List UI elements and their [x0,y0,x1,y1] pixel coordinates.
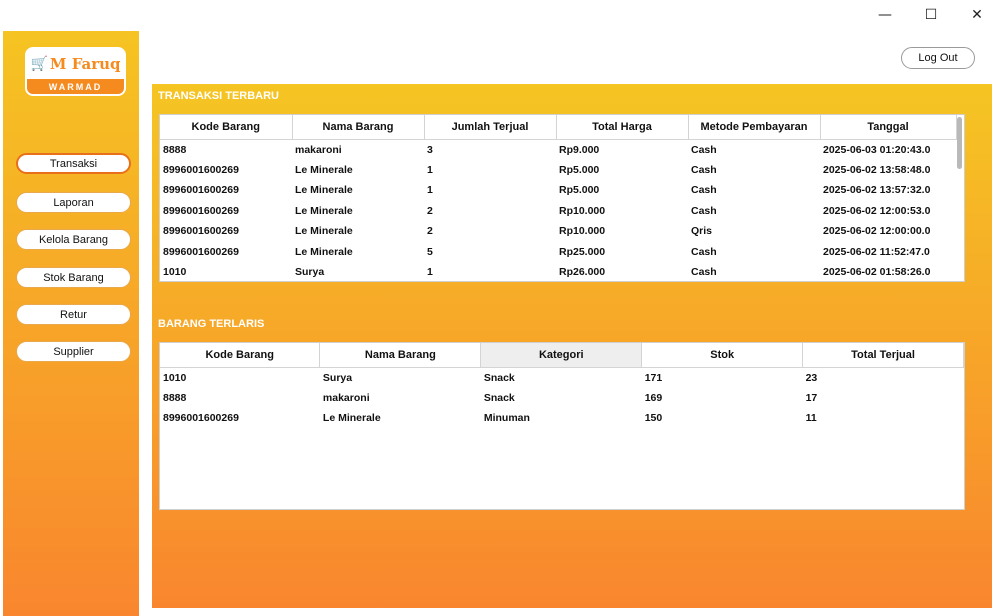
table-cell: Snack [483,371,515,384]
table-row[interactable] [160,242,956,263]
table-cell: 17 [805,391,818,404]
transaksi-table-panel[interactable] [159,114,965,282]
table-cell: Snack [483,391,515,404]
table-cell: Rp9.000 [559,143,600,156]
table-row[interactable] [160,180,956,201]
table-cell: 8996001600269 [163,184,239,197]
table-cell: 150 [644,412,663,425]
scrollbar-thumb[interactable] [957,117,962,169]
column-header[interactable]: Nama Barang [292,115,424,139]
table-cell: Le Minerale [295,245,353,258]
window-controls [862,0,1000,30]
table-cell: 11 [805,412,817,425]
table-cell: Rp10.000 [559,204,606,217]
table-cell: 8996001600269 [163,163,239,176]
table-cell: 2 [427,204,433,217]
table-cell: 2025-06-02 13:58:48.0 [823,163,931,176]
table-cell: makaroni [322,391,370,404]
table-row[interactable] [160,262,956,282]
terlaris-table [160,343,964,429]
table-cell: Surya [322,371,353,384]
table-cell: Surya [295,266,325,279]
table-cell: Le Minerale [295,184,353,197]
table-cell: Le Minerale [295,163,353,176]
table-cell: 2 [427,225,433,238]
table-cell: 8996001600269 [163,245,239,258]
column-header[interactable]: Nama Barang [320,343,481,367]
table-cell: 8996001600269 [163,225,239,238]
table-cell: Cash [691,204,717,217]
table-cell: 1010 [163,371,187,384]
sidebar-item-laporan[interactable]: Laporan [16,192,131,213]
sidebar-item-kelola-barang[interactable]: Kelola Barang [16,229,131,250]
table-cell: 8996001600269 [163,412,239,425]
column-header[interactable]: Tanggal [820,115,956,139]
logo-title-row [27,49,124,79]
table-cell: 5 [427,245,433,258]
transaksi-scrollbar[interactable] [955,117,963,281]
table-cell: 2025-06-02 12:00:00.0 [823,225,931,238]
table-row[interactable] [160,139,956,160]
column-header[interactable]: Total Harga [556,115,688,139]
table-cell: 8888 [163,391,187,404]
table-cell: Cash [691,245,717,258]
sidebar-item-supplier[interactable]: Supplier [16,341,131,362]
terlaris-table-panel[interactable] [159,342,965,510]
table-cell: Le Minerale [322,412,381,425]
table-cell: 171 [644,371,663,384]
main-panel [152,84,992,608]
column-header[interactable]: Stok [642,343,803,367]
table-cell: Qris [691,225,713,238]
sidebar-item-retur[interactable]: Retur [16,304,131,325]
table-cell: Rp25.000 [559,245,606,258]
terlaris-header-row [160,343,964,367]
close-button[interactable]: ✕ [971,7,983,23]
table-cell: 8996001600269 [163,204,239,217]
brand-logo [25,47,126,96]
sidebar-item-transaksi[interactable]: Transaksi [16,153,131,174]
table-cell: 169 [644,391,663,404]
column-header[interactable]: Kategori [481,343,642,367]
table-cell: 2025-06-03 01:20:43.0 [823,143,931,156]
column-header[interactable]: Jumlah Terjual [424,115,556,139]
table-cell: 1 [427,266,433,279]
column-header[interactable]: Kode Barang [160,115,292,139]
table-cell: Rp10.000 [559,225,606,238]
table-row[interactable] [160,201,956,222]
table-cell: 23 [805,371,818,384]
table-row[interactable] [160,408,964,429]
column-header[interactable]: Total Terjual [803,343,964,367]
table-cell: Cash [691,184,717,197]
table-cell: 3 [427,143,433,156]
table-cell: Le Minerale [295,204,353,217]
table-cell: Cash [691,163,717,176]
table-row[interactable] [160,388,964,409]
table-cell: Rp26.000 [559,266,606,279]
table-row[interactable] [160,221,956,242]
table-cell: 1 [427,184,433,197]
table-cell: Le Minerale [295,225,353,238]
logo-name: M Faruq [49,55,121,73]
logout-button[interactable]: Log Out [901,47,975,69]
section-title-terlaris: BARANG TERLARIS [158,318,265,330]
logo-subtitle: WARMAD [27,79,124,96]
table-cell: 8888 [163,143,187,156]
table-cell: 2025-06-02 13:57:32.0 [823,184,931,197]
column-header[interactable]: Metode Pembayaran [688,115,820,139]
table-cell: 2025-06-02 11:52:47.0 [823,245,930,258]
table-cell: 2025-06-02 01:58:26.0 [823,266,931,279]
section-title-transaksi: TRANSAKSI TERBARU [158,90,279,102]
cart-icon: 🛒 [30,56,48,72]
table-cell: 1 [427,163,433,176]
table-cell: makaroni [295,143,342,156]
table-cell: Rp5.000 [559,163,600,176]
table-cell: 1010 [163,266,187,279]
table-cell: Minuman [483,412,530,425]
table-cell: Cash [691,266,717,279]
table-cell: Rp5.000 [559,184,600,197]
table-cell: 2025-06-02 12:00:53.0 [823,204,931,217]
table-row[interactable] [160,367,964,388]
transaksi-table [160,115,957,282]
sidebar-item-stok-barang[interactable]: Stok Barang [16,267,131,288]
table-cell: Cash [691,143,717,156]
minimize-button[interactable]: — [878,7,892,23]
table-row[interactable] [160,160,956,181]
maximize-button[interactable]: ☐ [924,7,938,23]
transaksi-header-row [160,115,956,139]
column-header[interactable]: Kode Barang [160,343,320,367]
